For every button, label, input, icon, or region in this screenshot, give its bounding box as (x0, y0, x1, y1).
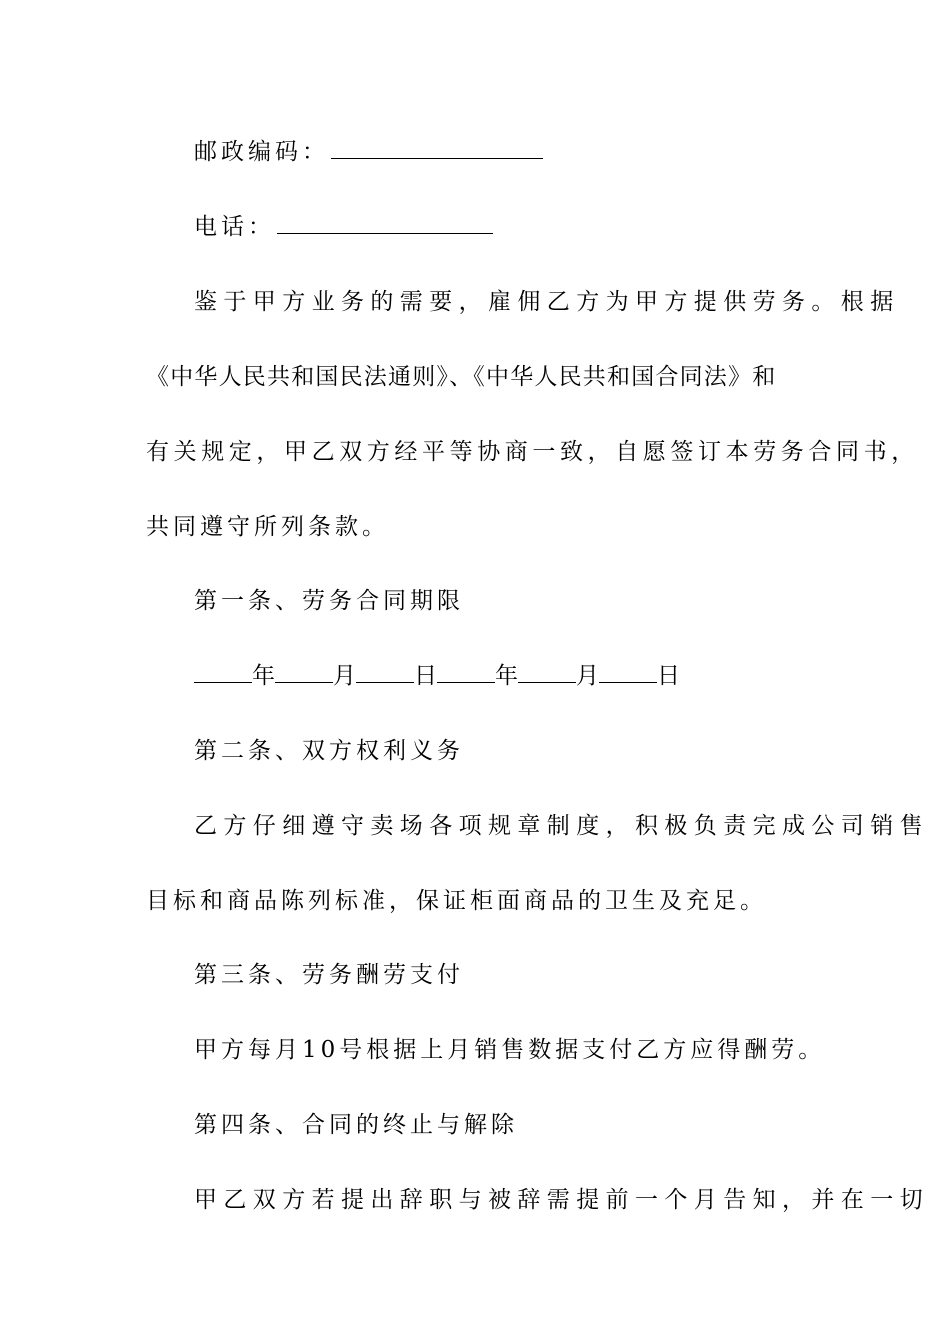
start-month-blank (275, 664, 333, 683)
intro-line-3: 有关规定，甲乙双方经平等协商一致，自愿签订本劳务合同书， (146, 439, 919, 465)
phone-label: 电话： (194, 214, 275, 240)
phone-field (146, 212, 854, 242)
intro-line-1: 鉴于甲方业务的需要，雇佣乙方为甲方提供劳务。根据 (194, 289, 900, 315)
postal-code-field (146, 137, 854, 167)
intro-line-4: 共同遵守所列条款。 (146, 514, 389, 540)
start-day-unit: 日 (414, 663, 437, 689)
phone-blank (277, 215, 493, 234)
end-month-blank (518, 664, 576, 683)
end-year-unit: 年 (495, 663, 518, 689)
start-year-blank (194, 664, 252, 683)
article-3-title: 第三条、劳务酬劳支付 (194, 962, 464, 988)
end-month-unit: 月 (576, 663, 599, 689)
intro-line-2: 《中华人民共和国民法通则》、《中华人民共和国合同法》和 (146, 364, 777, 390)
article-4-title: 第四条、合同的终止与解除 (194, 1112, 518, 1138)
end-year-blank (437, 664, 495, 683)
article-1-title: 第一条、劳务合同期限 (194, 588, 464, 614)
start-day-blank (356, 664, 414, 683)
article-4-body: 甲乙双方若提出辞职与被辞需提前一个月告知，并在一切 (194, 1187, 929, 1213)
end-day-blank (599, 664, 657, 683)
start-month-unit: 月 (333, 663, 356, 689)
article-2-title: 第二条、双方权利义务 (194, 738, 464, 764)
article-2-body-line-2: 目标和商品陈列标准，保证柜面商品的卫生及充足。 (146, 888, 767, 914)
contract-period-row (146, 661, 854, 691)
article-2-body-line-1: 乙方仔细遵守卖场各项规章制度，积极负责完成公司销售 (194, 813, 929, 839)
end-day-unit: 日 (657, 663, 680, 689)
article-3-body: 甲方每月10号根据上月销售数据支付乙方应得酬劳。 (194, 1037, 826, 1063)
postal-code-label: 邮政编码： (194, 139, 329, 165)
postal-code-blank (331, 140, 543, 159)
start-year-unit: 年 (252, 663, 275, 689)
